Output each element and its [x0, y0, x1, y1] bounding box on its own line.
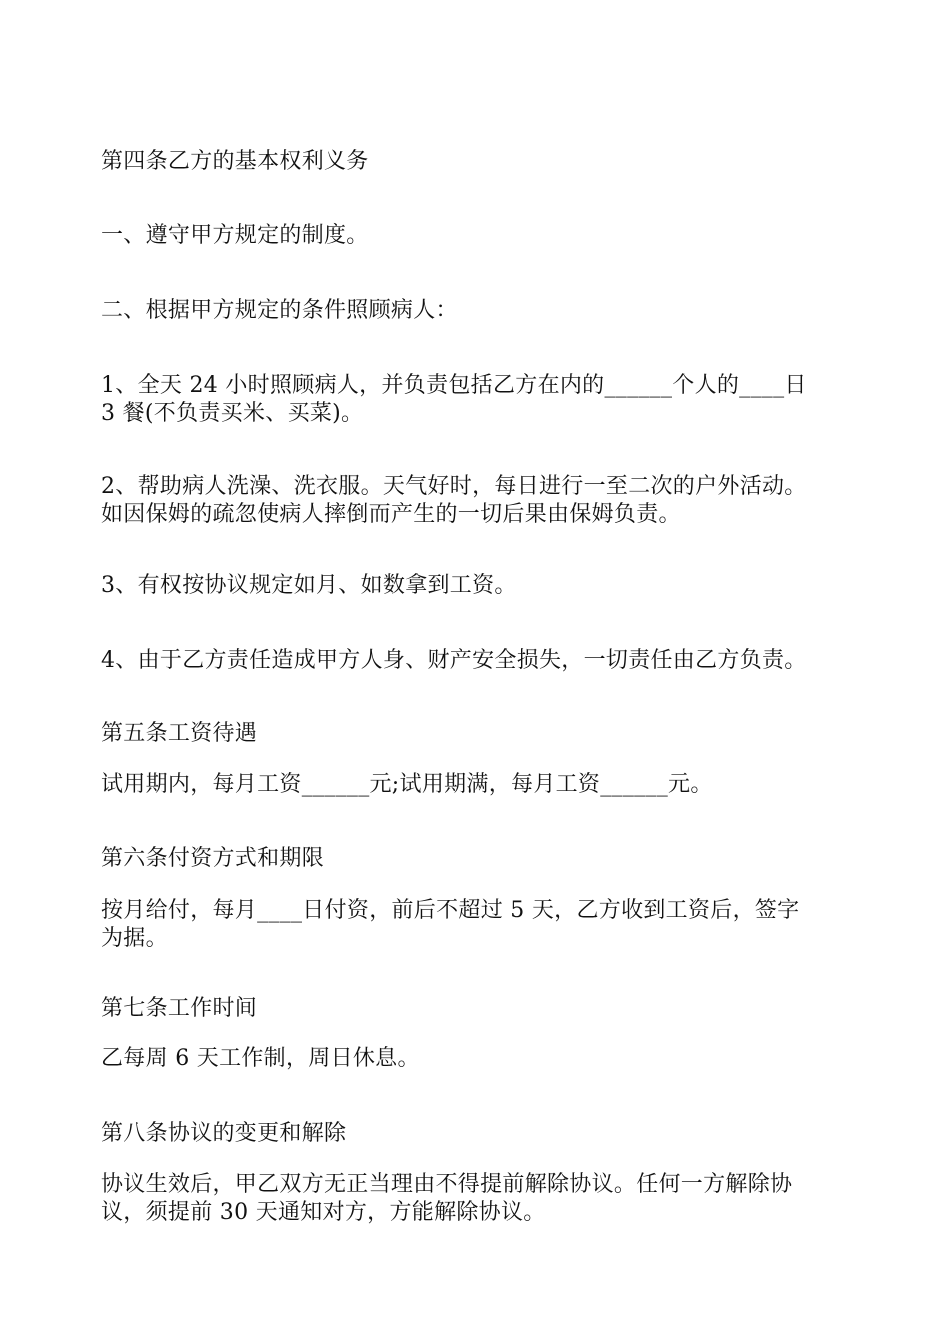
item-2-line-1: 2、帮助病人洗澡、洗衣服。天气好时，每日进行一至二次的户外活动。: [101, 474, 807, 499]
article-4-heading: 第四条乙方的基本权利义务: [101, 149, 369, 174]
article-7-body: 乙每周 6 天工作制，周日休息。: [101, 1046, 420, 1071]
item-2-line-2: 如因保姆的疏忽使病人摔倒而产生的一切后果由保姆负责。: [101, 502, 681, 527]
article-8-body-line-1: 协议生效后，甲乙双方无正当理由不得提前解除协议。任何一方解除协: [101, 1172, 793, 1197]
item-3: 3、有权按协议规定如月、如数拿到工资。: [101, 573, 517, 598]
article-7-heading: 第七条工作时间: [101, 996, 258, 1021]
article-8-body-line-2: 议，须提前 30 天通知对方，方能解除协议。: [101, 1200, 546, 1225]
article-6-body-line-1: 按月给付，每月____日付资，前后不超过 5 天，乙方收到工资后，签字: [101, 898, 800, 923]
article-5-body: 试用期内，每月工资______元;试用期满，每月工资______元。: [101, 772, 713, 797]
article-8-heading: 第八条协议的变更和解除: [101, 1121, 347, 1146]
article-5-heading: 第五条工资待遇: [101, 721, 258, 746]
item-1-line-1: 1、全天 24 小时照顾病人，并负责包括乙方在内的______个人的____日: [101, 373, 807, 398]
item-1-line-2: 3 餐(不负责买米、买菜)。: [101, 401, 364, 426]
clause-1: 一、遵守甲方规定的制度。: [101, 223, 369, 248]
clause-2: 二、根据甲方规定的条件照顾病人：: [101, 298, 458, 323]
item-4: 4、由于乙方责任造成甲方人身、财产安全损失，一切责任由乙方负责。: [101, 648, 807, 673]
article-6-heading: 第六条付资方式和期限: [101, 846, 325, 871]
article-6-body-line-2: 为据。: [101, 926, 168, 951]
